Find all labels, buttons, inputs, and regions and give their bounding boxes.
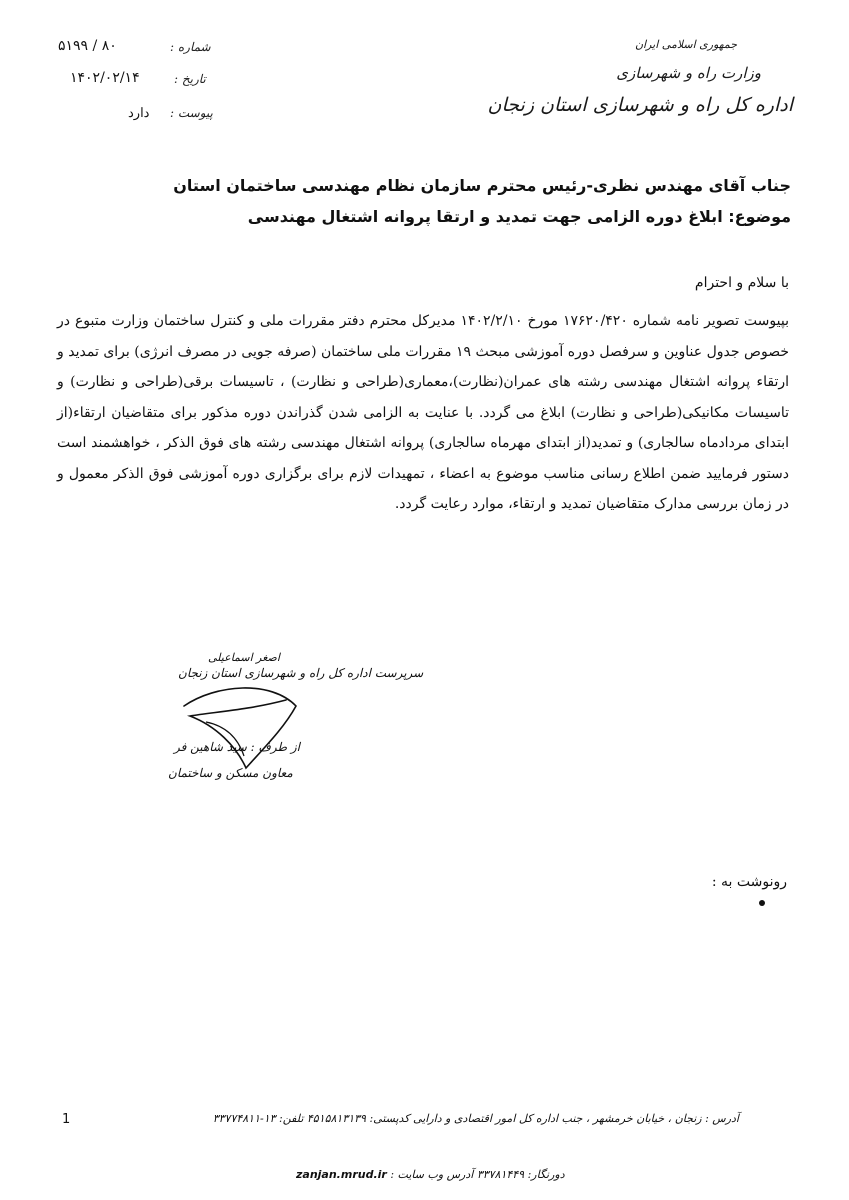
letter-date-label: تاریخ : — [174, 72, 206, 86]
cc-bullet — [759, 900, 765, 906]
letter-number-label: شماره : — [170, 40, 211, 54]
letter-attachment-value: دارد — [128, 106, 150, 121]
footer-fax: دورنگار: ۳۳۷۸۱۴۴۹ آدرس وب سایت : — [390, 1168, 565, 1181]
header-ministry: وزارت راه و شهرسازی — [616, 64, 761, 82]
signer-on-behalf-title: معاون مسکن و ساختمان — [168, 766, 293, 780]
header-department: اداره کل راه و شهرسازی استان زنجان — [487, 94, 793, 116]
footer-website: zanjan.mrud.ir — [296, 1168, 387, 1181]
footer-address: آدرس : زنجان ، خیابان خرمشهر ، جنب اداره کل امور اقتصادی و دارایی کدپستی: ۴۵۱۵۸۱۳۱۳۹ تلفن: ۱۳-۳۳۷۷۴۸۱۱ — [212, 1112, 739, 1125]
letter-greeting: با سلام و احترام — [694, 275, 789, 291]
signer-on-behalf: از طرف : سید شاهین فر — [174, 740, 300, 754]
letter-recipient: جناب آقای مهندس نظری-رئیس محترم سازمان نظام مهندسی ساختمان استان — [173, 176, 791, 195]
cc-label: رونوشت به : — [711, 874, 787, 890]
letter-subject: موضوع: ابلاغ دوره الزامی جهت تمدید و ارتقا پروانه اشتغال مهندسی — [247, 207, 791, 226]
letter-date-value: ۱۴۰۲/۰۲/۱۴ — [70, 70, 140, 86]
handwritten-signature — [176, 676, 306, 776]
header-country: جمهوری اسلامی ایران — [634, 38, 737, 51]
letter-attachment-label: پیوست : — [170, 106, 213, 120]
signer-name: اصغر اسماعیلی — [208, 651, 280, 664]
letter-body: بپیوست تصویر نامه شماره ۱۷۶۲۰/۴۲۰ مورخ ۱۴۰۲/۲/۱۰ مدیرکل محترم دفتر مقررات ملی و کنترل ساختمان وزارت متبوع در خصوص جدول عناوین و سرفصل دوره آموزشی مبحث ۱۹ مقررات ملی ساختمان (صرفه جویی در مصرف انرژی) برای تمدید و ارتقاء پروانه اشتغال مهندسی رشته های عمران(نظارت)،معماری(طراحی و نظارت) ، تاسیسات برقی(طراحی و نظارت) و تاسیسات مکانیکی(طراحی و نظارت) ابلاغ می گردد. با عنایت به الزامی شدن گذراندن دوره مذکور برای متقاضیان ارتقاء(از ابتدای مردادماه سالجاری) و تمدید(از ابتدای مهرماه سالجاری) پروانه اشتغال مهندسی رشته های فوق الذکر ، خواهشمند است دستور فرمایید ضمن اطلاع رسانی مناسب موضوع به اعضاء ، تمهیدات لازم برای برگزاری دوره آموزشی فوق الذکر معمول و در زمان بررسی مدارک متقاضیان تمدید و ارتقاء، موارد رعایت گردد. — [57, 313, 789, 512]
letter-number-value: ۸۰ / ۵۱۹۹ — [58, 38, 117, 54]
signer-title: سرپرست اداره کل راه و شهرسازی استان زنجان — [178, 666, 424, 680]
footer-contact — [296, 1168, 565, 1181]
page-number: 1 — [62, 1112, 71, 1127]
